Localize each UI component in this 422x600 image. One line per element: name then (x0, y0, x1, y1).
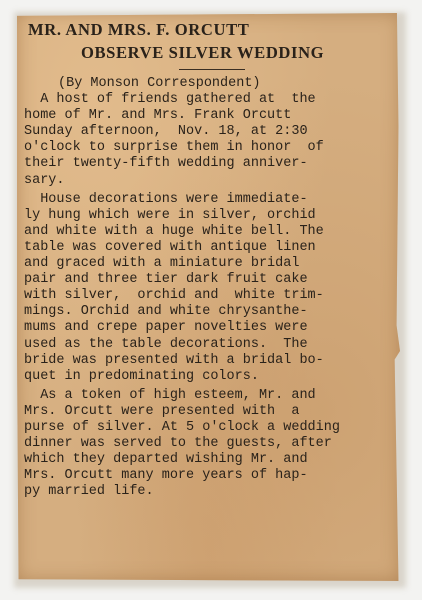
paragraph-line: Sunday afternoon, Nov. 18, at 2:30 (24, 124, 308, 140)
paragraph-line: table was covered with antique linen (24, 239, 316, 255)
paragraph-line: their twenty-fifth wedding anniver- (24, 156, 308, 172)
paragraph-line: used as the table decorations. The (24, 336, 308, 352)
paragraph-line: and graced with a miniature bridal (24, 256, 300, 272)
byline (24, 76, 396, 92)
headline-line-2: OBSERVE SILVER WEDDING (81, 43, 325, 62)
paragraph-line: mums and crepe paper novelties were (24, 320, 308, 336)
paragraph-line: and white with a huge white bell. The (24, 223, 324, 239)
headline (24, 18, 396, 64)
paragraph-line: As a token of high esteem, Mr. and (24, 387, 316, 403)
paragraph-line: Mrs. Orcutt were presented with a (24, 403, 300, 419)
byline-text: (By Monson Correspondent) (58, 76, 261, 91)
paragraph-line: Mrs. Orcutt many more years of hap- (24, 468, 308, 484)
paragraph-line: which they departed wishing Mr. and (24, 452, 308, 468)
article (24, 18, 396, 500)
paragraph-line: dinner was served to the guests, after (24, 436, 332, 452)
paragraph-line: pair and three tier dark fruit cake (24, 272, 308, 288)
paragraph-line: o'clock to surprise them in honor of (24, 140, 324, 156)
paragraph-line: sary. (24, 172, 65, 188)
paragraph-line: House decorations were immediate- (24, 191, 308, 207)
paragraph-line: bride was presented with a bridal bo- (24, 352, 324, 368)
paragraph-line: mings. Orchid and white chrysanthe- (24, 304, 308, 320)
paragraph-line: with silver, orchid and white trim- (24, 288, 324, 304)
paragraph-1 (24, 92, 396, 189)
paragraph-line: quet in predominating colors. (24, 368, 259, 384)
headline-line-1: MR. AND MRS. F. ORCUTT (28, 20, 250, 39)
paragraph-2 (24, 192, 396, 385)
paragraph-line: A host of friends gathered at the (24, 92, 316, 108)
paragraph-line: home of Mr. and Mrs. Frank Orcutt (24, 108, 292, 124)
headline-rule (179, 69, 245, 70)
paragraph-line: purse of silver. At 5 o'clock a wedding (24, 419, 340, 435)
paragraph-line: ly hung which were in silver, orchid (24, 207, 316, 223)
paragraph-line: py married life. (24, 484, 154, 500)
paragraph-3 (24, 388, 396, 501)
